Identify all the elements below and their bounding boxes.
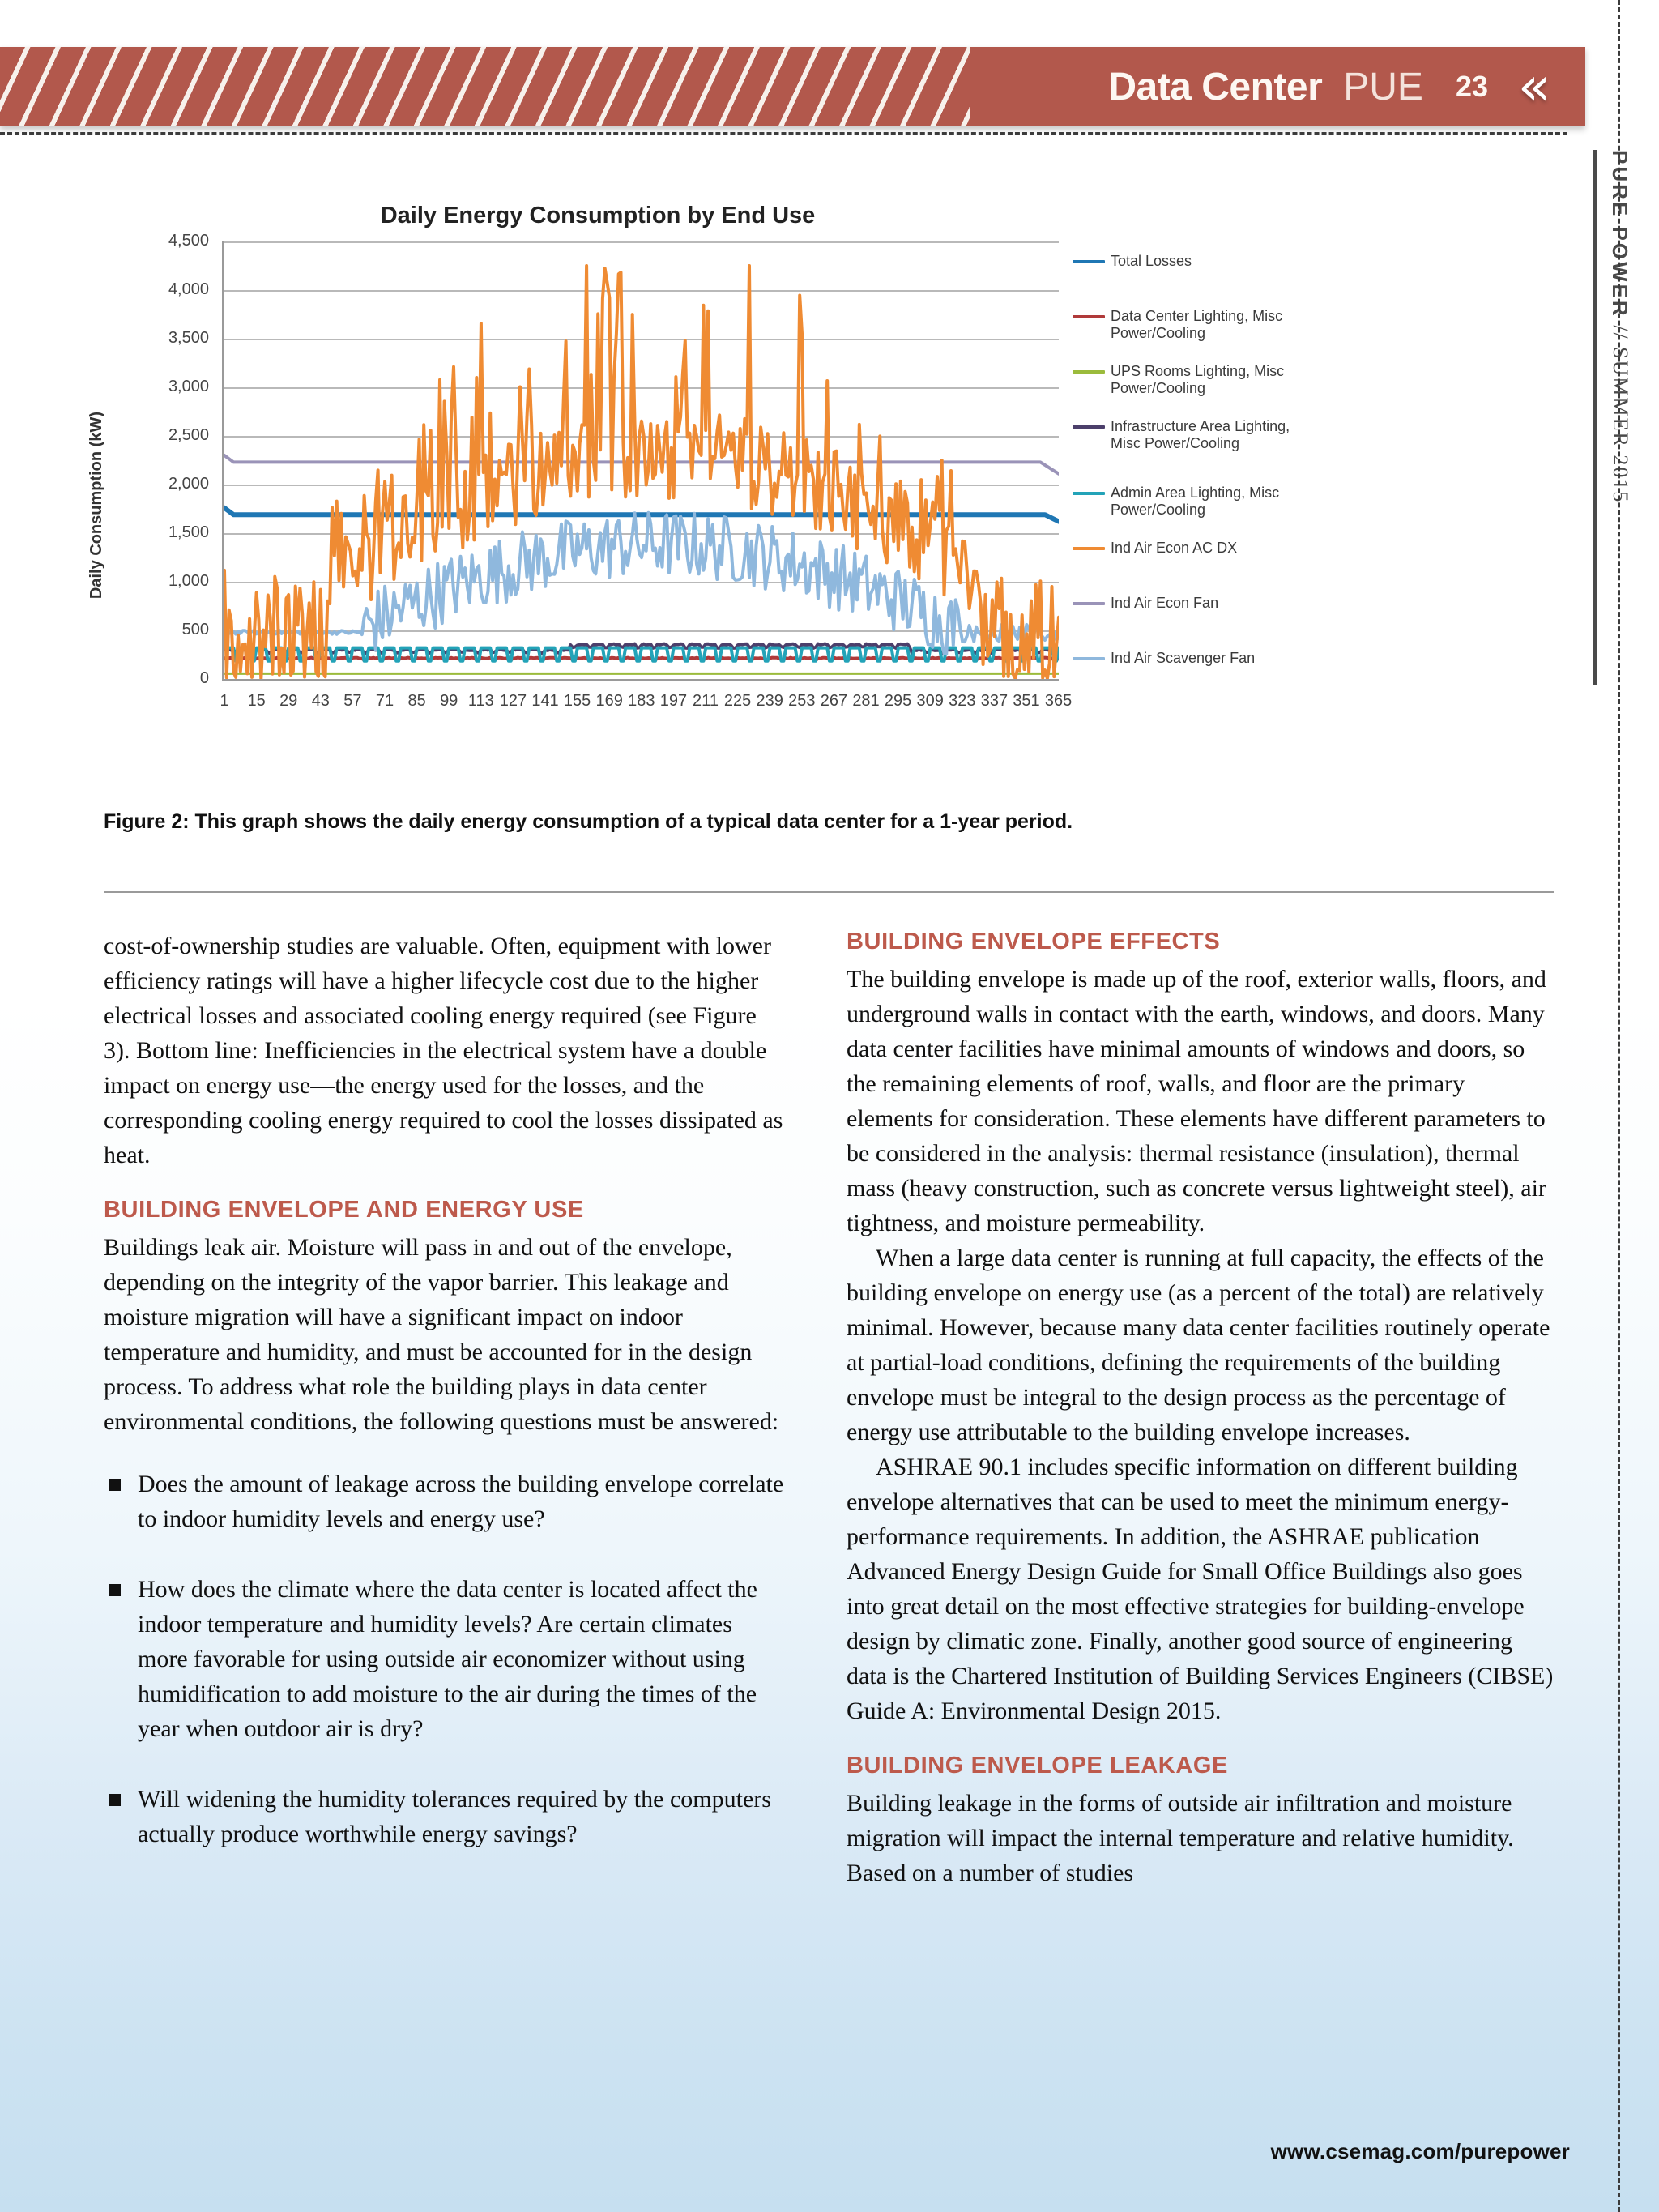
legend-swatch-ind-air-econ-ac-dx (1073, 547, 1105, 550)
footer-url: www.csemag.com/purepower (1270, 2139, 1570, 2163)
figure-caption: Figure 2: This graph shows the daily energy consumption of a typical data center for a 1-year period. (104, 810, 1073, 833)
chart-legend (1073, 241, 1307, 695)
list-item-text: How does the climate where the data center is located affect the indoor temperature and humidity levels? Are certain climates more favorable for using outside air economizer without using humidification to add moisture to the air during the times of the year when outdoor air is dry? (138, 1576, 757, 1742)
section-heading-building-envelope-effects: BUILDING ENVELOPE EFFECTS (847, 929, 1221, 954)
y-axis-label: Daily Consumption (kW) (87, 412, 105, 600)
x-tick: 295 (884, 692, 912, 710)
chart-series-layer (224, 241, 1059, 679)
y-tick: 3,000 (168, 378, 209, 395)
x-tick: 309 (916, 692, 944, 710)
y-tick: 4,000 (168, 280, 209, 298)
paragraph: The building envelope is made up of the roof, exterior walls, floors, and underground walls in contact with the earth, windows, and doors. Many data center facilities have minimal amounts of windows and doors, so the remaining elements of roof, walls, and floor are the primary elements for consideration. These elements have different parameters to be considered in the analysis: thermal resistance (insulation), thermal mass (heavy construction, such as concrete versus lightweight steel), air tightness, and moisture permeability. (847, 966, 1546, 1236)
paragraph: Building leakage in the forms of outside air infiltration and moisture migration will impact the internal temperature and relative humidity. Based on a number of studies (847, 1790, 1514, 1886)
legend-swatch-ups-rooms-lighting (1073, 370, 1105, 374)
list-item (104, 1572, 788, 1746)
x-tick: 1 (220, 692, 229, 710)
x-tick: 197 (659, 692, 688, 710)
x-tick: 99 (440, 692, 458, 710)
legend-swatch-infrastructure-area-lighting (1073, 425, 1105, 429)
x-tick: 113 (467, 692, 494, 710)
list-item (104, 1782, 788, 1851)
paragraph: Buildings leak air. Moisture will pass in and out of the envelope, depending on the integrity of the vapor barrier. This leakage and moisture migration will have a significant impact on indoor temperature and humidity, and must be accounted for in the design process. To address what role the building plays in data center environmental conditions, the following questions must be answered: (104, 1234, 779, 1435)
legend-item (1073, 418, 1307, 452)
legend-label: Data Center Lighting, Misc Power/Cooling (1111, 308, 1283, 342)
section-heading-building-envelope-and-energy-use: BUILDING ENVELOPE AND ENERGY USE (104, 1197, 584, 1223)
double-chevron-left-icon: « (1517, 55, 1551, 117)
legend-label: Infrastructure Area Lighting, Misc Power/Cooling (1111, 418, 1290, 452)
paragraph: ASHRAE 90.1 includes specific information on different building envelope alternatives that can be used to meet the minimum energy-performance requirements. In addition, the ASHRAE publication Advanced Energy Design Guide for Small Office Buildings also goes into great detail on the most effective strategies for building-envelope design by climatic zone. Finally, another good source of engineering data is the Chartered Institution of Building Services Engineers (CIBSE) Guide A: Environmental Design 2015. (847, 1454, 1554, 1724)
legend-swatch-admin-area-lighting (1073, 492, 1105, 495)
x-tick: 183 (628, 692, 655, 710)
paragraph: When a large data center is running at full capacity, the effects of the building envelope on energy use (as a percent of the total) are relatively minimal. However, because many data center facilities routinely operate at partial-load conditions, defining the requirements of the building envelope must be integral to the design process as the percentage of energy use attributable to the building envelope increases. (847, 1245, 1550, 1445)
legend-label: UPS Rooms Lighting, Misc Power/Cooling (1111, 363, 1285, 397)
trim-mark-horizontal (0, 132, 1567, 135)
square-bullet-icon (109, 1584, 121, 1596)
legend-item (1073, 650, 1307, 667)
x-tick: 169 (595, 692, 623, 710)
x-tick: 253 (788, 692, 816, 710)
x-tick: 351 (1013, 692, 1040, 710)
x-tick: 365 (1044, 692, 1073, 710)
list-item (104, 1467, 788, 1536)
square-bullet-icon (109, 1794, 121, 1806)
y-tick: 1,000 (168, 572, 209, 590)
x-tick: 211 (693, 692, 719, 710)
y-tick: 4,500 (168, 232, 209, 250)
legend-swatch-ind-air-econ-fan (1073, 602, 1105, 605)
running-head-publication: PURE POWER (1608, 150, 1632, 318)
x-tick: 127 (499, 692, 527, 710)
running-head-rule (1593, 150, 1597, 685)
legend-label: Ind Air Scavenger Fan (1111, 650, 1256, 666)
legend-item (1073, 595, 1307, 612)
x-tick: 29 (279, 692, 298, 710)
legend-swatch-ind-air-scavenger-fan (1073, 657, 1105, 660)
legend-item (1073, 253, 1307, 270)
y-tick: 3,500 (168, 329, 209, 347)
chart-area (87, 232, 1290, 760)
x-tick: 239 (756, 692, 783, 710)
x-tick: 267 (820, 692, 848, 710)
legend-item (1073, 363, 1307, 397)
chart-plot-area (220, 241, 1073, 710)
x-tick: 337 (980, 692, 1009, 710)
legend-label: Total Losses (1111, 253, 1192, 269)
y-tick: 2,000 (168, 475, 209, 493)
legend-label: Ind Air Econ AC DX (1111, 540, 1238, 556)
chart-title: Daily Energy Consumption by End Use (380, 203, 816, 228)
legend-item (1073, 308, 1307, 342)
y-tick: 0 (199, 669, 209, 687)
square-bullet-icon (109, 1479, 121, 1491)
x-tick: 225 (723, 692, 752, 710)
page-number: 23 (1455, 70, 1488, 103)
y-tick: 1,500 (168, 523, 209, 541)
y-tick: 2,500 (168, 426, 209, 444)
x-tick: 57 (343, 692, 362, 710)
list-item-text: Will widening the humidity tolerances required by the computers actually produce worthwhile energy savings? (138, 1786, 771, 1847)
legend-item (1073, 540, 1307, 557)
x-tick: 85 (407, 692, 426, 710)
trim-mark-vertical (1618, 0, 1620, 2212)
column-divider-rule (104, 891, 1554, 893)
header-title-light: PUE (1343, 65, 1423, 109)
section-heading-building-envelope-leakage: BUILDING ENVELOPE LEAKAGE (847, 1753, 1228, 1779)
running-head (1593, 150, 1641, 717)
header-title-bold: Data Center (1108, 65, 1323, 109)
page-header-band (0, 47, 1585, 126)
x-tick: 71 (375, 692, 394, 710)
x-tick: 15 (247, 692, 266, 710)
running-head-issue: // SUMMER 2015 (1609, 318, 1632, 504)
y-tick: 500 (181, 621, 209, 638)
figure-2 (87, 203, 1290, 794)
list-item-text: Does the amount of leakage across the building envelope correlate to indoor humidity levels and energy use? (138, 1471, 784, 1532)
x-tick: 141 (531, 692, 559, 710)
x-tick: 323 (949, 692, 976, 710)
paragraph: cost-of-ownership studies are valuable. Often, equipment with lower efficiency ratings will have a higher lifecycle cost due to the higher electrical losses and associated cooling energy required (see Figure 3). Bottom line: Inefficiencies in the electrical system have a double impact on energy use—the energy used for the losses, and the corresponding cooling energy required to cool the losses dissipated as heat. (104, 933, 783, 1168)
x-tick: 155 (563, 692, 591, 710)
header-title (1108, 47, 1488, 126)
question-list (104, 1467, 788, 1851)
right-text-column (847, 929, 1555, 1890)
x-tick: 281 (852, 692, 880, 710)
left-text-column (104, 929, 788, 1887)
legend-swatch-data-center-lighting (1073, 315, 1105, 318)
legend-label: Ind Air Econ Fan (1111, 595, 1219, 611)
legend-swatch-total-losses (1073, 260, 1105, 263)
x-tick: 43 (311, 692, 330, 710)
legend-item (1073, 485, 1307, 519)
legend-label: Admin Area Lighting, Misc Power/Cooling (1111, 485, 1280, 519)
